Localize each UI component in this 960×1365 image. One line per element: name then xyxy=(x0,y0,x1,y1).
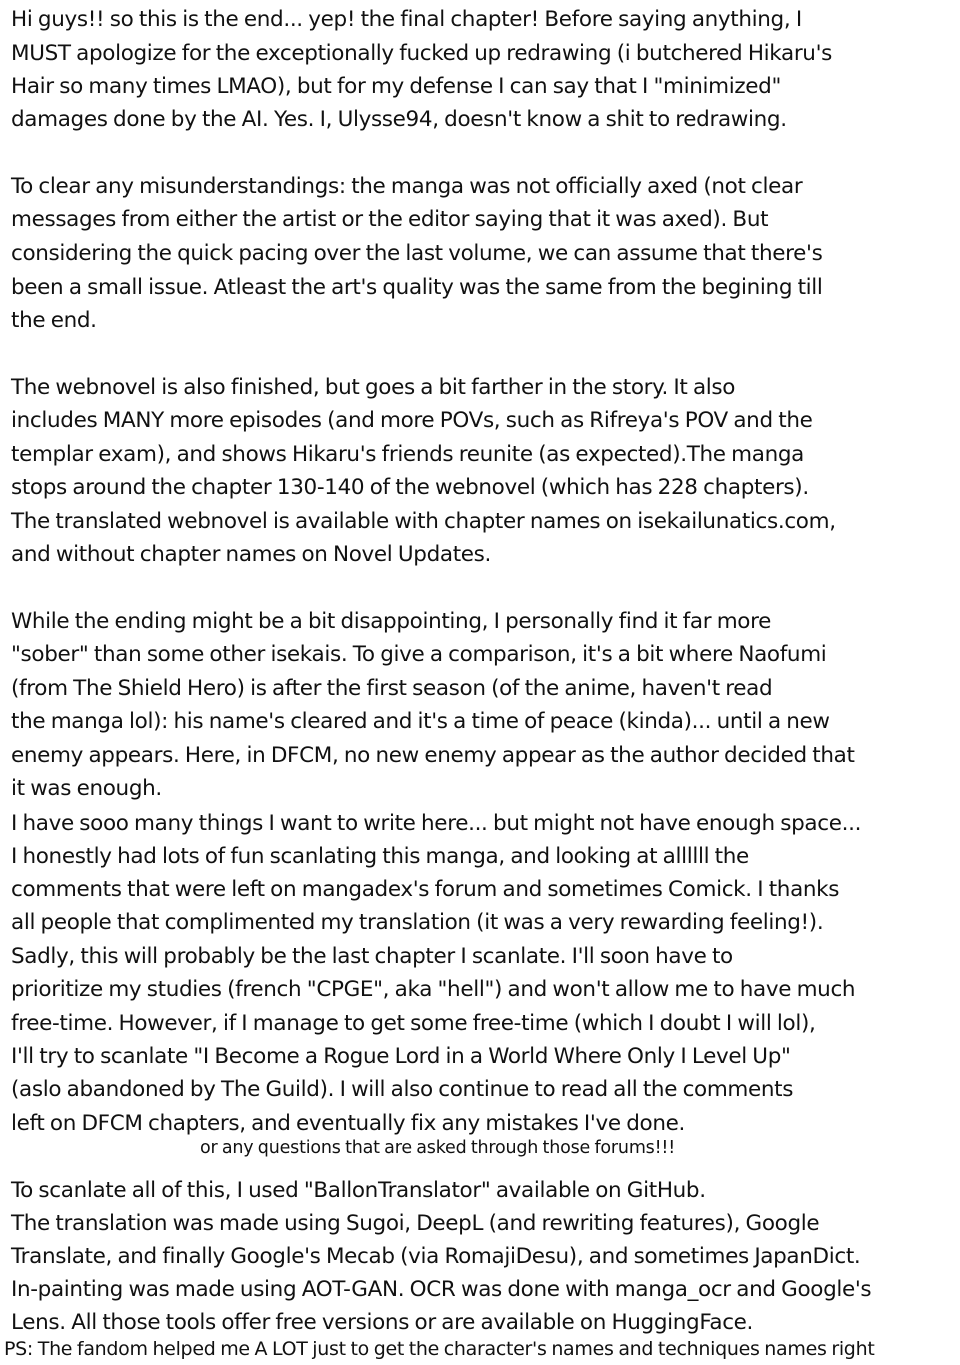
paragraph-5-line-1: I have sooo many things I want to write here... but might not have enough space... xyxy=(11,811,862,836)
paragraph-1-line-2: MUST apologize for the exceptionally fucked up redrawing (i butchered Hikaru's xyxy=(11,41,832,66)
paragraph-3-line-5: The translated webnovel is available with chapter names on isekailunatics.com, xyxy=(11,509,836,534)
paragraph-2-line-3: considering the quick pacing over the last volume, we can assume that there's xyxy=(11,241,823,266)
paragraph-5-line-9: (aslo abandoned by The Guild). I will also continue to read all the comments xyxy=(11,1077,794,1102)
paragraph-1-line-1: Hi guys!! so this is the end... yep! the final chapter! Before saying anything, I xyxy=(11,7,802,32)
paragraph-5-line-4: all people that complimented my translation (it was a very rewarding feeling!). xyxy=(11,910,824,935)
postscript: PS: The fandom helped me A LOT just to get the character's names and techniques names right xyxy=(4,1338,875,1360)
paragraph-2-line-4: been a small issue. Atleast the art's quality was the same from the begining till xyxy=(11,275,823,300)
paragraph-5-line-5: Sadly, this will probably be the last chapter I scanlate. I'll soon have to xyxy=(11,944,733,969)
paragraph-6-line-2: The translation was made using Sugoi, DeepL (and rewriting features), Google xyxy=(11,1211,820,1236)
paragraph-2-line-1: To clear any misunderstandings: the manga was not officially axed (not clear xyxy=(11,174,803,199)
paragraph-1-line-4: damages done by the AI. Yes. I, Ulysse94, doesn't know a shit to redrawing. xyxy=(11,107,787,132)
paragraph-5-line-6: prioritize my studies (french "CPGE", aka "hell") and won't allow me to have much xyxy=(11,977,856,1002)
paragraph-3-line-4: stops around the chapter 130-140 of the webnovel (which has 228 chapters). xyxy=(11,475,809,500)
paragraph-1-line-3: Hair so many times LMAO), but for my defense I can say that I "minimized" xyxy=(11,74,781,99)
paragraph-6-line-4: In-painting was made using AOT-GAN. OCR was done with manga_ocr and Google's xyxy=(11,1277,872,1302)
paragraph-4-line-4: the manga lol): his name's cleared and it's a time of peace (kinda)... until a new xyxy=(11,709,830,734)
paragraph-2-line-5: the end. xyxy=(11,308,97,333)
paragraph-6-line-1: To scanlate all of this, I used "BallonTranslator" available on GitHub. xyxy=(11,1178,706,1203)
forum-questions-addendum: or any questions that are asked through those forums!!! xyxy=(200,1138,676,1158)
paragraph-2-line-2: messages from either the artist or the editor saying that it was axed). But xyxy=(11,207,769,232)
paragraph-3-line-1: The webnovel is also finished, but goes a bit farther in the story. It also xyxy=(11,375,736,400)
paragraph-3-line-6: and without chapter names on Novel Updates. xyxy=(11,542,492,567)
paragraph-3-line-3: templar exam), and shows Hikaru's friends reunite (as expected).The manga xyxy=(11,442,804,467)
paragraph-5-line-2: I honestly had lots of fun scanlating this manga, and looking at allllll the xyxy=(11,844,749,869)
paragraph-4-line-5: enemy appears. Here, in DFCM, no new enemy appear as the author decided that xyxy=(11,743,855,768)
paragraph-5-line-8: I'll try to scanlate "I Become a Rogue Lord in a World Where Only I Level Up" xyxy=(11,1044,791,1069)
paragraph-4-line-3: (from The Shield Hero) is after the first season (of the anime, haven't read xyxy=(11,676,773,701)
paragraph-4-line-2: "sober" than some other isekais. To give a comparison, it's a bit where Naofumi xyxy=(11,642,827,667)
paragraph-4-line-1: While the ending might be a bit disappointing, I personally find it far more xyxy=(11,609,771,634)
paragraph-5-line-3: comments that were left on mangadex's forum and sometimes Comick. I thanks xyxy=(11,877,840,902)
paragraph-5-line-10: left on DFCM chapters, and eventually fix any mistakes I've done. xyxy=(11,1111,685,1136)
paragraph-6-line-5: Lens. All those tools offer free versions or are available on HuggingFace. xyxy=(11,1310,754,1335)
paragraph-3-line-2: includes MANY more episodes (and more POVs, such as Rifreya's POV and the xyxy=(11,408,813,433)
paragraph-4-line-6: it was enough. xyxy=(11,776,162,801)
paragraph-5-line-7: free-time. However, if I manage to get some free-time (which I doubt I will lol), xyxy=(11,1011,816,1036)
paragraph-6-line-3: Translate, and finally Google's Mecab (via RomajiDesu), and sometimes JapanDict. xyxy=(11,1244,861,1269)
